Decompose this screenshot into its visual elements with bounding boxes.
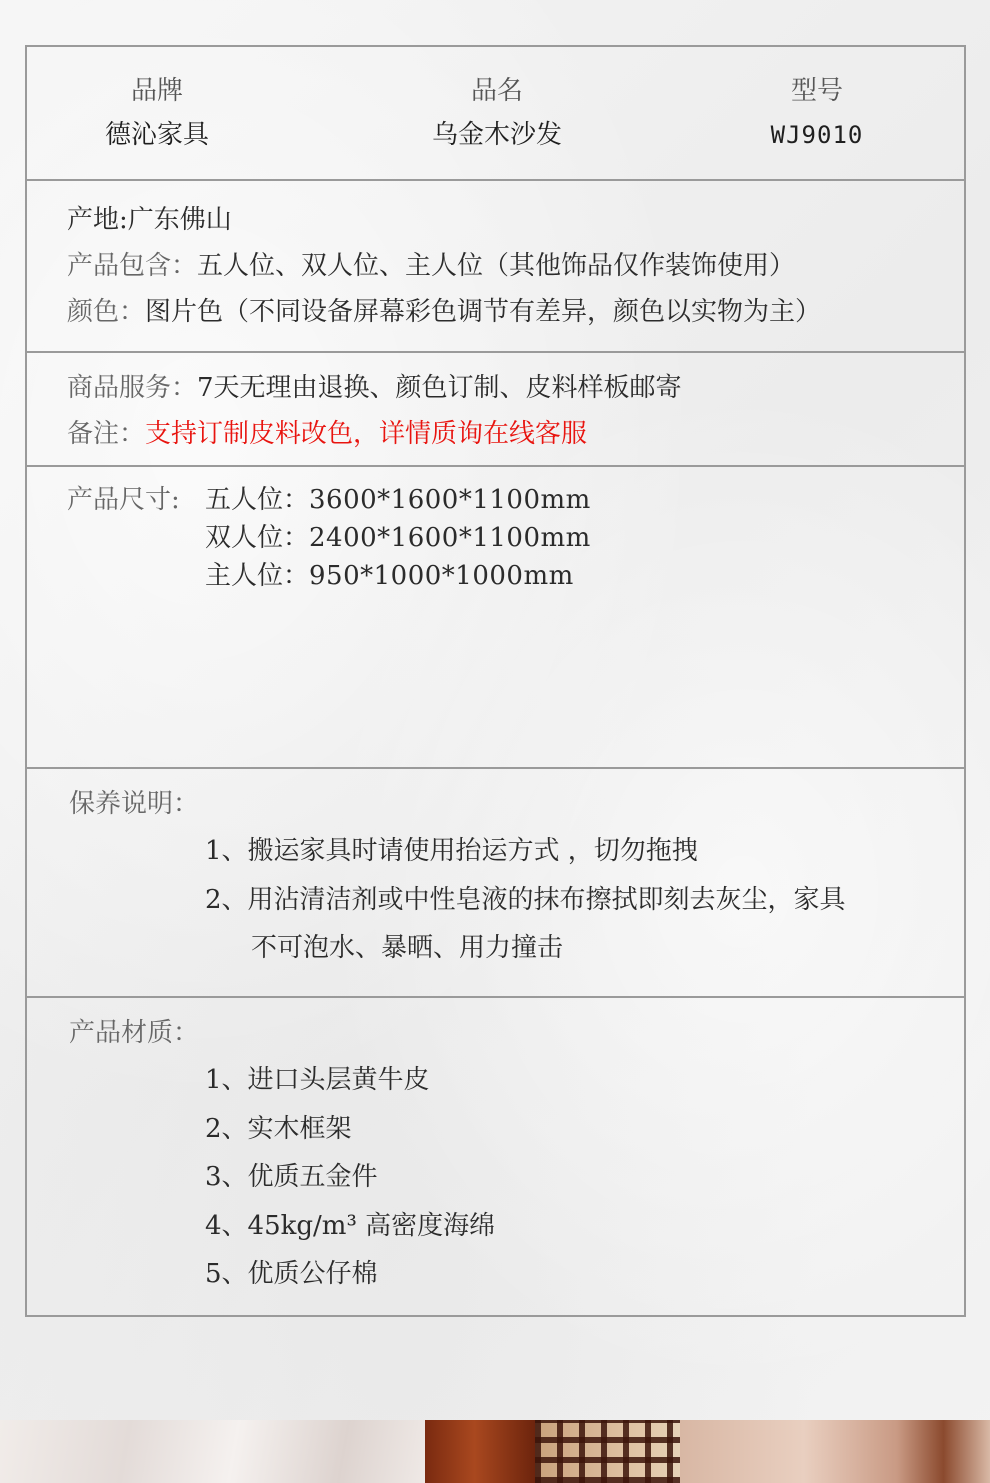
size-list: [205, 481, 591, 595]
size-item: [205, 481, 591, 519]
care-list: [205, 827, 846, 973]
care-item-continuation: 不可泡水、暴晒、用力撞击: [251, 933, 564, 963]
size-item-value: 3600*1600*1100mm: [309, 485, 591, 515]
material-item: 3、优质五金件: [205, 1162, 378, 1192]
product-photo-strip: [0, 1420, 990, 1483]
model-value: WJ9010: [770, 121, 864, 149]
includes-value: 五人位、双人位、主人位（其他饰品仅作装饰使用）: [197, 251, 796, 281]
origin-line: [67, 197, 232, 243]
color-value: 图片色（不同设备屏幕彩色调节有差异，颜色以实物为主）: [145, 297, 822, 327]
brand-value: 德沁家具: [104, 120, 209, 150]
header-row: [27, 47, 964, 181]
material-title: 产品材质：: [69, 1018, 200, 1048]
material-item: 5、优质公仔棉: [205, 1259, 378, 1289]
care-title: 保养说明：: [69, 789, 200, 819]
color-line: [67, 289, 821, 335]
size-item: [205, 519, 591, 557]
size-key: 产品尺寸:: [67, 485, 180, 515]
material-list: [205, 1056, 495, 1299]
size-item-label: 双人位：: [205, 523, 310, 553]
lattice-screen-image: [535, 1420, 680, 1483]
product-name-label: 品名: [470, 76, 523, 106]
origin-value: 广东佛山: [127, 205, 232, 235]
service-line: [67, 365, 682, 411]
brand-label: 品牌: [130, 76, 183, 106]
interior-door-image: [680, 1420, 990, 1483]
care-item: 1、搬运家具时请使用抬运方式 ，切勿拖拽: [205, 836, 698, 866]
size-item-label: 五人位：: [205, 485, 310, 515]
service-value: 7天无理由退换、颜色订制、皮料样板邮寄: [197, 373, 682, 403]
material-row: [27, 998, 964, 1317]
wood-frame-image: [425, 1420, 535, 1483]
info-row: [27, 181, 964, 353]
care-row: [27, 769, 964, 998]
note-line: [67, 411, 587, 457]
material-item: 2、实木框架: [205, 1113, 352, 1144]
service-row: [27, 353, 964, 467]
marble-wall-image: [0, 1420, 425, 1483]
color-key: 颜色：: [67, 297, 146, 327]
includes-line: [67, 243, 795, 289]
includes-key: 产品包含：: [67, 251, 198, 281]
size-item-value: 2400*1600*1100mm: [309, 523, 591, 553]
origin-key: 产地:: [67, 205, 128, 235]
material-item: 1、进口头层黄牛皮: [205, 1065, 430, 1095]
spec-table: [25, 45, 966, 1317]
size-item-label: 主人位：: [205, 561, 310, 591]
material-item: 4、45kg/m³ 高密度海绵: [205, 1210, 496, 1241]
product-name-value: 乌金木沙发: [431, 120, 562, 150]
size-row: [27, 467, 964, 769]
care-item: 2、用沾清洁剂或中性皂液的抹布擦拭即刻去灰尘，家具: [205, 884, 846, 915]
brand-cell: [57, 69, 257, 157]
size-item-value: 950*1000*1000mm: [309, 561, 574, 591]
model-cell: [717, 69, 917, 157]
note-key: 备注：: [67, 419, 146, 449]
product-name-cell: [397, 69, 597, 157]
model-label: 型号: [790, 76, 843, 106]
note-value: 支持订制皮料改色，详情质询在线客服: [145, 419, 588, 449]
service-key: 商品服务：: [67, 373, 198, 403]
size-item: [205, 557, 591, 595]
